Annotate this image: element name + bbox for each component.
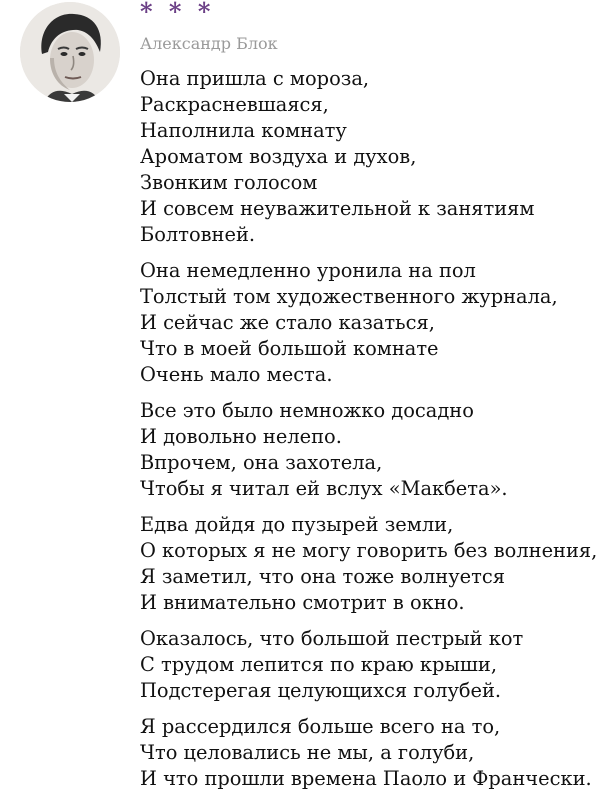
- stanza: [140, 66, 600, 248]
- poem-line: Звонким голосом: [140, 171, 318, 194]
- poem-line: Раскрасневшаяся,: [140, 93, 329, 116]
- poem-line: И внимательно смотрит в окно.: [140, 591, 465, 614]
- poem-line: Болтовней.: [140, 223, 256, 246]
- poem-line: Наполнила комнату: [140, 119, 347, 142]
- poem-line: Что в моей большой комнате: [140, 337, 439, 360]
- poem-line: И сейчас же стало казаться,: [140, 311, 435, 334]
- poem-line: Она пришла с мороза,: [140, 67, 370, 90]
- stanza: [140, 626, 600, 704]
- poem-line: Едва дойдя до пузырей земли,: [140, 513, 454, 536]
- poet-portrait: [20, 2, 120, 102]
- poem-line: О которых я не могу говорить без волнения,: [140, 539, 598, 562]
- stanza: [140, 258, 600, 388]
- poem-line: Она немедленно уронила на пол: [140, 259, 476, 282]
- poem-line: И что прошли времена Паоло и Франчески.: [140, 767, 592, 790]
- poem-line: Что целовались не мы, а голуби,: [140, 741, 475, 764]
- stanza: [140, 398, 600, 502]
- poem-line: Ароматом воздуха и духов,: [140, 145, 417, 168]
- poem-line: И довольно нелепо.: [140, 425, 342, 448]
- poem-text: [140, 66, 600, 802]
- poem-line: Все это было немножко досадно: [140, 399, 474, 422]
- poem-line: С трудом лепится по краю крыши,: [140, 653, 498, 676]
- poem-author: Александр Блок: [140, 34, 278, 53]
- poem-line: Я заметил, что она тоже волнуется: [140, 565, 505, 588]
- stanza: [140, 512, 600, 616]
- poem-line: И совсем неуважительной к занятиям: [140, 197, 535, 220]
- poem-line: Впрочем, она захотела,: [140, 451, 383, 474]
- stanza: [140, 714, 600, 792]
- poem-line: Я рассердился больше всего на то,: [140, 715, 501, 738]
- poem-line: Оказалось, что большой пестрый кот: [140, 627, 524, 650]
- poem-line: Чтобы я читал ей вслух «Макбета».: [140, 477, 508, 500]
- poem-line: Очень мало места.: [140, 363, 333, 386]
- poem-title: * * *: [140, 0, 215, 26]
- poem-line: Подстерегая целующихся голубей.: [140, 679, 502, 702]
- poet-portrait-icon: [20, 2, 120, 102]
- poem-line: Толстый том художественного журнала,: [140, 285, 558, 308]
